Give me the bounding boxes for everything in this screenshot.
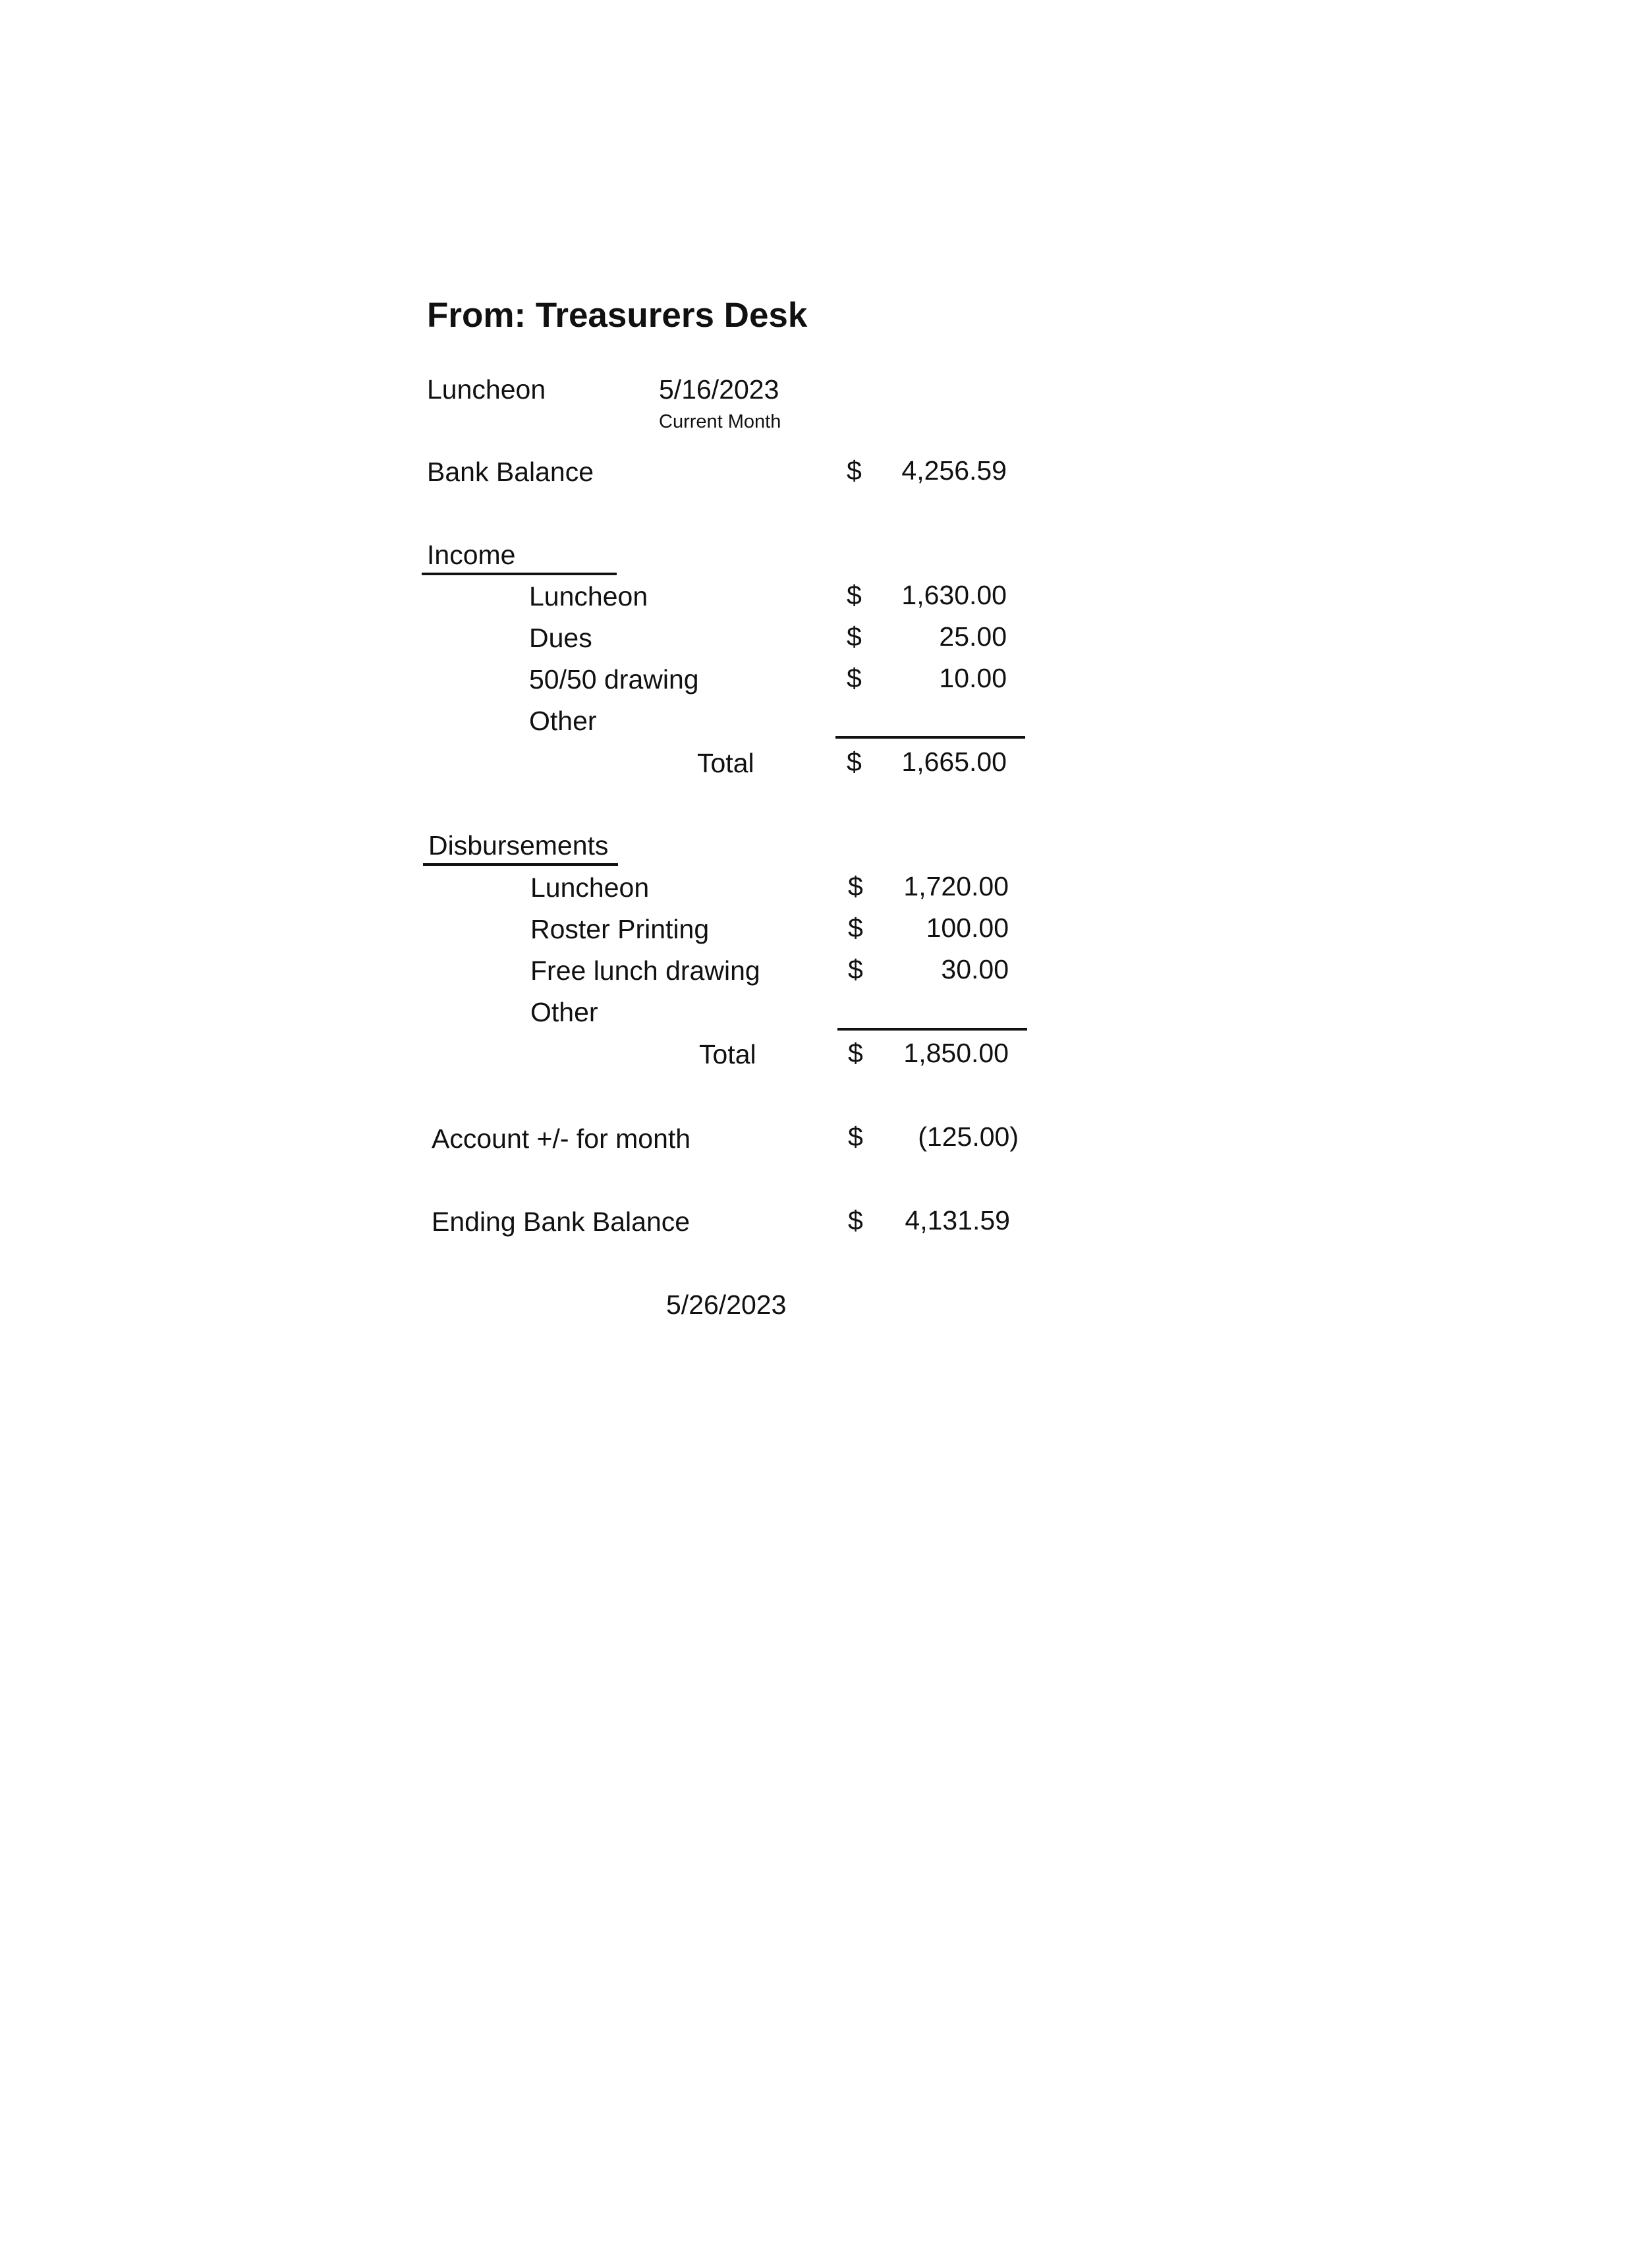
disbursement-item-amount: 100.00 [926, 913, 1009, 943]
disbursement-item-currency: $ [848, 913, 863, 943]
disbursement-item-amount: 1,720.00 [903, 871, 1009, 901]
disbursements-total-rule [837, 1028, 1027, 1031]
ending-balance-label: Ending Bank Balance [432, 1206, 690, 1237]
income-total-rule [835, 736, 1025, 739]
disbursement-item-label: Roster Printing [530, 914, 710, 944]
disbursement-item-currency: $ [848, 871, 863, 901]
disbursements-total-label: Total [699, 1039, 756, 1069]
income-item-currency: $ [847, 663, 862, 693]
account-change-label: Account +/- for month [432, 1123, 691, 1154]
income-item-label: Dues [529, 623, 592, 653]
disbursement-item-label: Other [530, 997, 598, 1027]
income-item-label: 50/50 drawing [529, 664, 699, 695]
event-date: 5/16/2023 [659, 374, 779, 405]
bank-balance-currency: $ [847, 455, 862, 486]
income-item-currency: $ [847, 580, 862, 610]
ending-balance-amount: 4,131.59 [905, 1205, 1010, 1235]
income-total-amount: 1,665.00 [901, 747, 1007, 777]
disbursement-item-label: Luncheon [530, 872, 650, 903]
disbursement-item-label: Free lunch drawing [530, 955, 760, 986]
ending-balance-currency: $ [848, 1205, 863, 1235]
date-caption: Current Month [659, 411, 781, 432]
disbursement-item-amount: 30.00 [941, 954, 1009, 984]
income-item-label: Other [529, 706, 597, 736]
disbursements-total-currency: $ [848, 1038, 863, 1068]
disbursements-heading-underline [423, 863, 618, 866]
disbursement-item-currency: $ [848, 954, 863, 984]
income-total-currency: $ [847, 747, 862, 777]
page-title: From: Treasurers Desk [427, 296, 808, 335]
bank-balance-amount: 4,256.59 [901, 455, 1007, 486]
account-change-amount: (125.00) [918, 1121, 1019, 1152]
income-item-amount: 25.00 [939, 621, 1007, 652]
income-total-label: Total [697, 748, 754, 778]
bank-balance-label: Bank Balance [427, 457, 594, 487]
income-item-amount: 1,630.00 [901, 580, 1007, 610]
disbursements-heading: Disbursements [428, 830, 609, 861]
footer-date: 5/26/2023 [666, 1290, 787, 1320]
income-item-amount: 10.00 [939, 663, 1007, 693]
event-label: Luncheon [427, 374, 546, 405]
income-item-currency: $ [847, 621, 862, 652]
income-item-label: Luncheon [529, 581, 648, 611]
disbursements-total-amount: 1,850.00 [903, 1038, 1009, 1068]
income-heading: Income [427, 540, 516, 570]
account-change-currency: $ [848, 1121, 863, 1152]
income-heading-underline [422, 573, 617, 575]
